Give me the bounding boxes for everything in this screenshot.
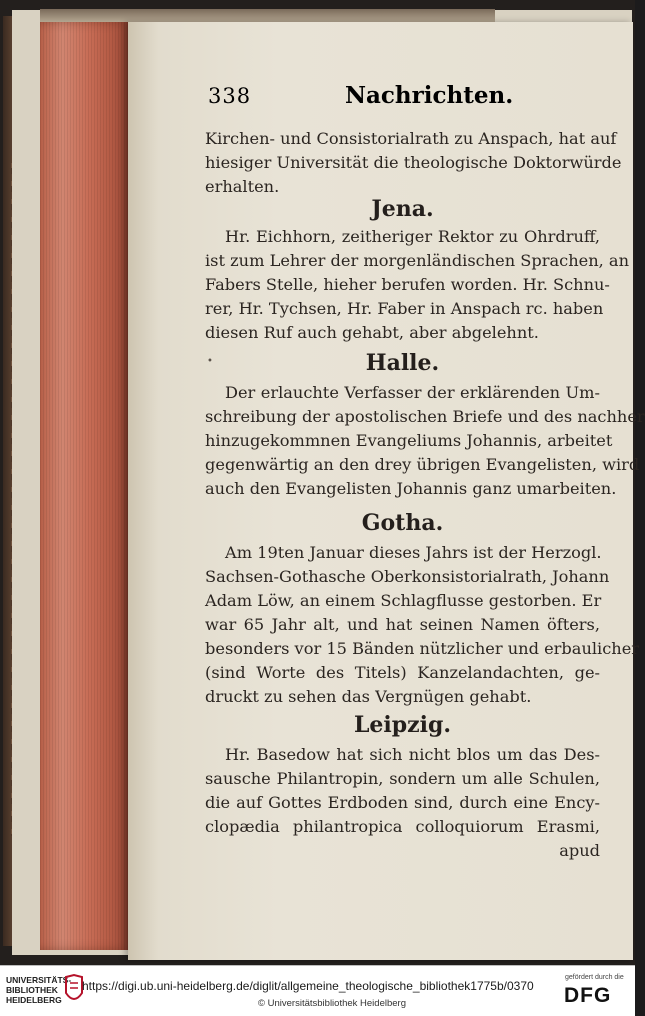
page-header bbox=[205, 82, 600, 116]
text-line: ist zum Lehrer der morgenländischen Sprachen, an bbox=[205, 251, 630, 270]
text-line: Hr. Eichhorn, zeitheriger Rektor zu Ohrdruff, bbox=[225, 227, 600, 246]
text-line: Sachsen-Gothasche Oberkonsistorialrath, Johann bbox=[205, 567, 610, 586]
text-line: die auf Gottes Erdboden sind, durch eine Ency- bbox=[205, 793, 600, 812]
text-line: druckt zu sehen das Vergnügen gehabt. bbox=[205, 687, 532, 706]
running-head: Nachrichten. bbox=[345, 82, 514, 109]
text-line: auch den Evangelisten Johannis ganz umarbeiten. bbox=[205, 479, 617, 498]
text-line: besonders vor 15 Bänden nützlicher und erbaulicher bbox=[205, 639, 640, 658]
section-heading-gotha: Gotha. bbox=[361, 510, 444, 536]
viewer-footer bbox=[0, 965, 635, 1016]
text-line: Der erlauchte Verfasser der erklärenden Um- bbox=[225, 383, 600, 402]
text-line: hinzugekommnen Evangeliums Johannis, arbeitet bbox=[205, 431, 613, 450]
funder-caption: gefördert durch die bbox=[565, 974, 624, 981]
text-line: Am 19ten Januar dieses Jahrs ist der Herzogl. bbox=[225, 543, 602, 562]
library-name bbox=[6, 975, 71, 1005]
section-heading-jena: Jena. bbox=[371, 196, 434, 222]
page-number: 338 bbox=[208, 84, 252, 108]
library-name-text: UNIVERSITÄTS- BIBLIOTHEK HEIDELBERG bbox=[6, 975, 72, 1005]
text-line: hiesiger Universität die theologische Doktorwürde bbox=[205, 153, 622, 172]
dfg-logo: DFG bbox=[564, 984, 612, 1007]
text-line: Fabers Stelle, hieher berufen worden. Hr. Schnu- bbox=[205, 275, 610, 294]
permalink-url[interactable]: https://digi.ub.uni-heidelberg.de/diglit/allgemeine_theologische_bibliothek1775b/0370 bbox=[82, 979, 534, 993]
copyright-notice: © Universitätsbibliothek Heidelberg bbox=[258, 998, 406, 1009]
text-line: clopædia philantropica colloquiorum Erasmi, bbox=[205, 817, 600, 836]
text-line: (sind Worte des Titels) Kanzelandachten, ge- bbox=[205, 663, 600, 682]
text-line: diesen Ruf auch gehabt, aber abgelehnt. bbox=[205, 323, 539, 342]
text-line: erhalten. bbox=[205, 177, 280, 196]
ink-dot: • bbox=[207, 356, 213, 367]
red-page-edge bbox=[40, 22, 130, 950]
university-logo-icon bbox=[64, 973, 84, 1007]
text-line: rer, Hr. Tychsen, Hr. Faber in Anspach rc. haben bbox=[205, 299, 604, 318]
text-line: Hr. Basedow hat sich nicht blos um das Des- bbox=[225, 745, 600, 764]
text-line: Adam Löw, an einem Schlagflusse gestorben. Er bbox=[205, 591, 602, 610]
section-heading-leipzig: Leipzig. bbox=[353, 712, 452, 738]
text-line: Kirchen- und Consistorialrath zu Anspach, hat auf bbox=[205, 129, 617, 148]
section-heading-halle: Halle. bbox=[365, 350, 440, 376]
top-page-edge bbox=[40, 9, 495, 23]
text-line: sausche Philantropin, sondern um alle Schulen, bbox=[205, 769, 600, 788]
catchword: apud bbox=[559, 841, 600, 860]
text-line: war 65 Jahr alt, und hat seinen Namen öfters, bbox=[205, 615, 600, 634]
text-line: gegenwärtig an den drey übrigen Evangelisten, wird bbox=[205, 455, 640, 474]
text-line: schreibung der apostolischen Briefe und des nachher bbox=[205, 407, 645, 426]
